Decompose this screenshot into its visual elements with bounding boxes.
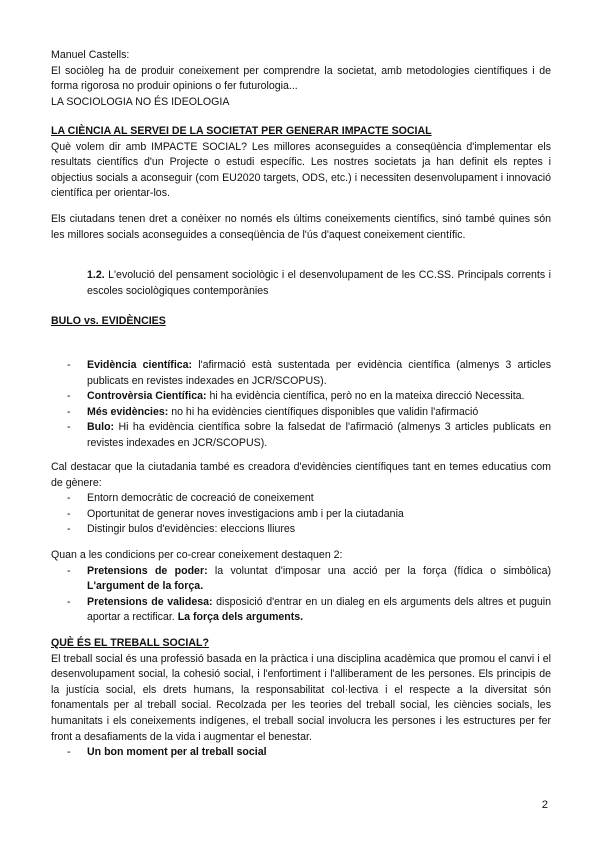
social-work-paragraph: El treball social és una professió basada en la pràctica i una disciplina acadèmica que promou el canvi i el desenvolupament social, la cohesió social, i l'enfortiment i l'alliberament de les persones. Els principis de la justícia social, els drets humans, la responsabilitat col·lectiva i el respecte a la diversitat són fonamentals per al treball social. Recolzada per les teories del treball social, les ciències socials, les humanitats i els coneixements indígenes, el treball social involucra les persones i les estructures per fer front a desafiaments de la vida i augmentar el benestar. — [51, 652, 551, 743]
list-item: - Evidència científica: l'afirmació està sustentada per evidència científica (almenys 3 articles publicats en revistes indexades en JCR/SCOPUS). — [51, 358, 551, 389]
list-item: - Més evidències: no hi ha evidències científiques disponibles que validin l'afirmació — [51, 405, 551, 421]
intro-section — [51, 48, 551, 110]
cocreate-list — [51, 564, 551, 626]
list-item: - Pretensions de validesa: disposició d'entrar en un dialeg en els arguments dels altres et puguin aportar a rectificar. La força dels arguments. — [51, 595, 551, 626]
bulo-heading-wrap — [51, 314, 551, 330]
list-item: - Distingir bulos d'evidències: eleccions lliures — [51, 522, 551, 538]
section-number: 1.2. — [87, 269, 105, 281]
page-number: 2 — [541, 799, 548, 811]
science-paragraph-2: Els ciutadans tenen dret a conèixer no només els últims coneixements científics, sinó també quines són les millores socials aconseguides a conseqüència de l'ús d'aquest coneixement científic. — [51, 213, 551, 241]
list-item: - Un bon moment per al treball social — [51, 745, 551, 761]
motto: LA SOCIOLOGIA NO ÉS IDEOLOGIA — [51, 95, 230, 108]
social-work-heading: QUÈ ÉS EL TREBALL SOCIAL? — [51, 637, 209, 649]
citizenship-section — [51, 460, 551, 538]
list-item: - Oportunitat de generar noves investigacions amb i per la ciutadania — [51, 507, 551, 523]
list-item: - Controvèrsia Científica: hi ha evidència científica, però no en la mateixa direcció Necessita. — [51, 389, 551, 405]
citizenship-intro: Cal destacar que la ciutadania també es creadora d'evidències científiques tant en temes educatius com de gènere: — [51, 461, 551, 489]
list-item: - Entorn democràtic de cocreació de coneixement — [51, 491, 551, 507]
quote-author: Manuel Castells: — [51, 49, 130, 61]
science-paragraph-1: Què volem dir amb IMPACTE SOCIAL? Les millores aconseguides a conseqüència d'implementar els resultats científics d'un Projecte o estudi específic. Les nostres societats ja han definit els reptes i objectius socials a aconseguir (com EU2020 targets, ODS, etc.) i necessiten desenvolupament i innovació científica per orientar-los. — [51, 140, 551, 200]
list-item: - Bulo: Hi ha evidència científica sobre la falsedat de l'afirmació (almenys 3 articles publicats en revistes indexades en JCR/SCOPUS). — [51, 420, 551, 451]
science-heading: LA CIÈNCIA AL SERVEI DE LA SOCIETAT PER GENERAR IMPACTE SOCIAL — [51, 125, 432, 137]
cocreate-intro: Quan a les condicions per co-crear coneixement destaquen 2: — [51, 549, 343, 561]
science-paragraph-2-wrap — [51, 212, 551, 243]
bulo-list — [51, 358, 551, 452]
list-item: - Pretensions de poder: la voluntat d'imposar una acció per la força (fídica o simbòlica) L'argument de la força. — [51, 564, 551, 595]
science-section — [51, 124, 551, 202]
cocreate-section — [51, 548, 551, 626]
quote-text: El sociòleg ha de produir coneixement per comprendre la societat, amb metodologies científiques i de forma rigorosa no produir opinions o fer futurologia... — [51, 64, 551, 93]
bulo-list-wrap — [51, 358, 551, 452]
section-1-2 — [87, 268, 551, 299]
social-work-list — [51, 745, 551, 761]
social-work-section — [51, 636, 551, 761]
bulo-heading: BULO vs. EVIDÈNCIES — [51, 315, 166, 327]
citizenship-list — [51, 491, 551, 538]
section-title: L'evolució del pensament sociològic i el desenvolupament de les CC.SS. Principals corrents i escoles sociològiques contemporànies — [87, 269, 551, 297]
